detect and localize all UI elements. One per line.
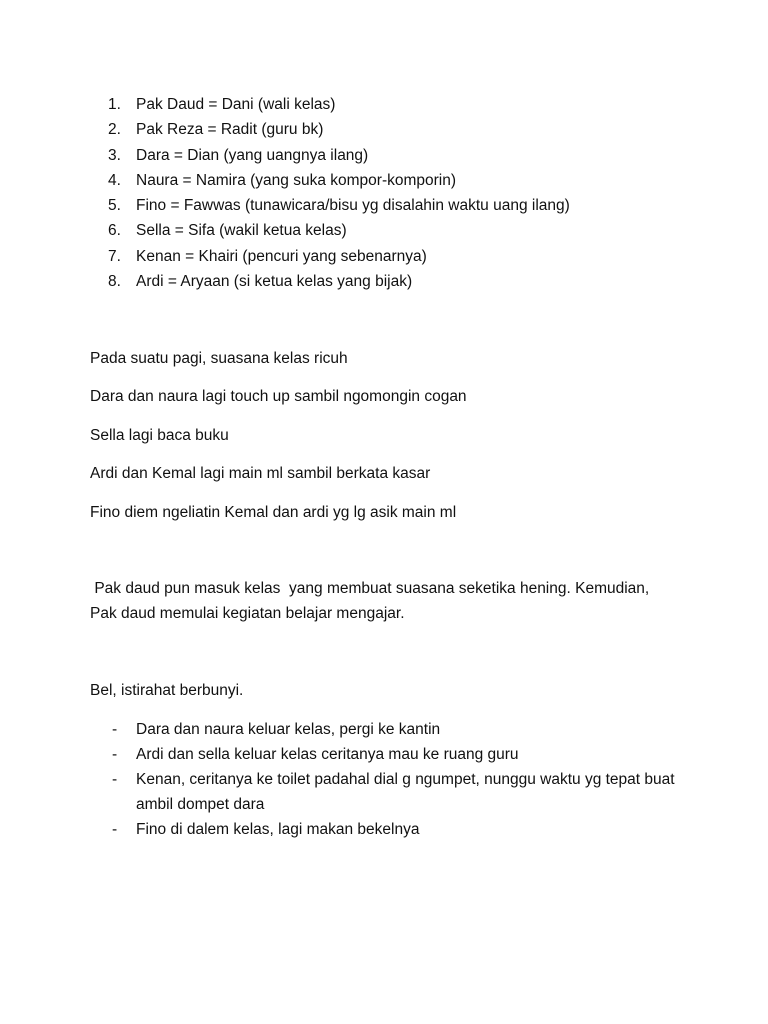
list-number: 1. bbox=[108, 96, 121, 113]
list-item bbox=[112, 817, 676, 842]
list-text: Fino di dalem kelas, lagi makan bekelnya bbox=[136, 821, 420, 838]
scene-line: Dara dan naura lagi touch up sambil ngomongin cogan bbox=[90, 388, 467, 405]
list-text: Sella = Sifa (wakil ketua kelas) bbox=[136, 222, 347, 240]
list-item bbox=[108, 269, 570, 294]
dash-marker: - bbox=[112, 821, 118, 838]
list-item bbox=[108, 168, 570, 193]
list-text: Ardi = Aryaan (si ketua kelas yang bijak) bbox=[136, 273, 413, 291]
list-number: 3. bbox=[108, 146, 121, 164]
scene-paragraph: Pak daud pun masuk kelas yang membuat suasana seketika hening. Kemudian, Pak daud memulai kegiatan belajar mengajar. bbox=[90, 580, 654, 622]
list-item bbox=[112, 717, 676, 742]
list-text: Kenan = Khairi (pencuri yang sebenarnya) bbox=[136, 247, 427, 265]
scene-line: Ardi dan Kemal lagi main ml sambil berkata kasar bbox=[90, 465, 431, 482]
list-number: 8. bbox=[108, 273, 121, 291]
list-text: Dara dan naura keluar kelas, pergi ke kantin bbox=[136, 721, 441, 738]
list-number: 7. bbox=[108, 247, 121, 265]
break-list bbox=[112, 717, 676, 842]
list-number: 4. bbox=[108, 171, 121, 189]
list-number: 6. bbox=[108, 222, 121, 240]
list-text: Ardi dan sella keluar kelas ceritanya mau ke ruang guru bbox=[136, 746, 519, 763]
list-text: Pak Daud = Dani (wali kelas) bbox=[136, 96, 336, 113]
scene-line: Fino diem ngeliatin Kemal dan ardi yg lg asik main ml bbox=[90, 504, 457, 521]
list-number: 5. bbox=[108, 197, 121, 215]
list-item bbox=[108, 117, 570, 142]
list-item bbox=[108, 193, 570, 218]
list-item bbox=[112, 742, 676, 767]
cast-list bbox=[108, 92, 570, 294]
list-item bbox=[112, 767, 676, 817]
list-number: 2. bbox=[108, 121, 121, 139]
list-text: Naura = Namira (yang suka kompor-komporin) bbox=[136, 171, 457, 189]
dash-marker: - bbox=[112, 771, 118, 788]
scene-line: Pada suatu pagi, suasana kelas ricuh bbox=[90, 350, 348, 367]
list-item bbox=[108, 244, 570, 269]
list-item bbox=[108, 92, 570, 117]
list-text: Kenan, ceritanya ke toilet padahal dial g ngumpet, nunggu waktu yg tepat buat ambil dompet dara bbox=[136, 771, 675, 813]
list-item bbox=[108, 218, 570, 243]
bell-line: Bel, istirahat berbunyi. bbox=[90, 682, 244, 699]
list-text: Fino = Fawwas (tunawicara/bisu yg disalahin waktu uang ilang) bbox=[136, 197, 570, 215]
list-text: Pak Reza = Radit (guru bk) bbox=[136, 121, 324, 139]
dash-marker: - bbox=[112, 721, 118, 738]
list-text: Dara = Dian (yang uangnya ilang) bbox=[136, 146, 369, 164]
dash-marker: - bbox=[112, 746, 118, 763]
scene-line: Sella lagi baca buku bbox=[90, 427, 229, 444]
list-item bbox=[108, 143, 570, 168]
